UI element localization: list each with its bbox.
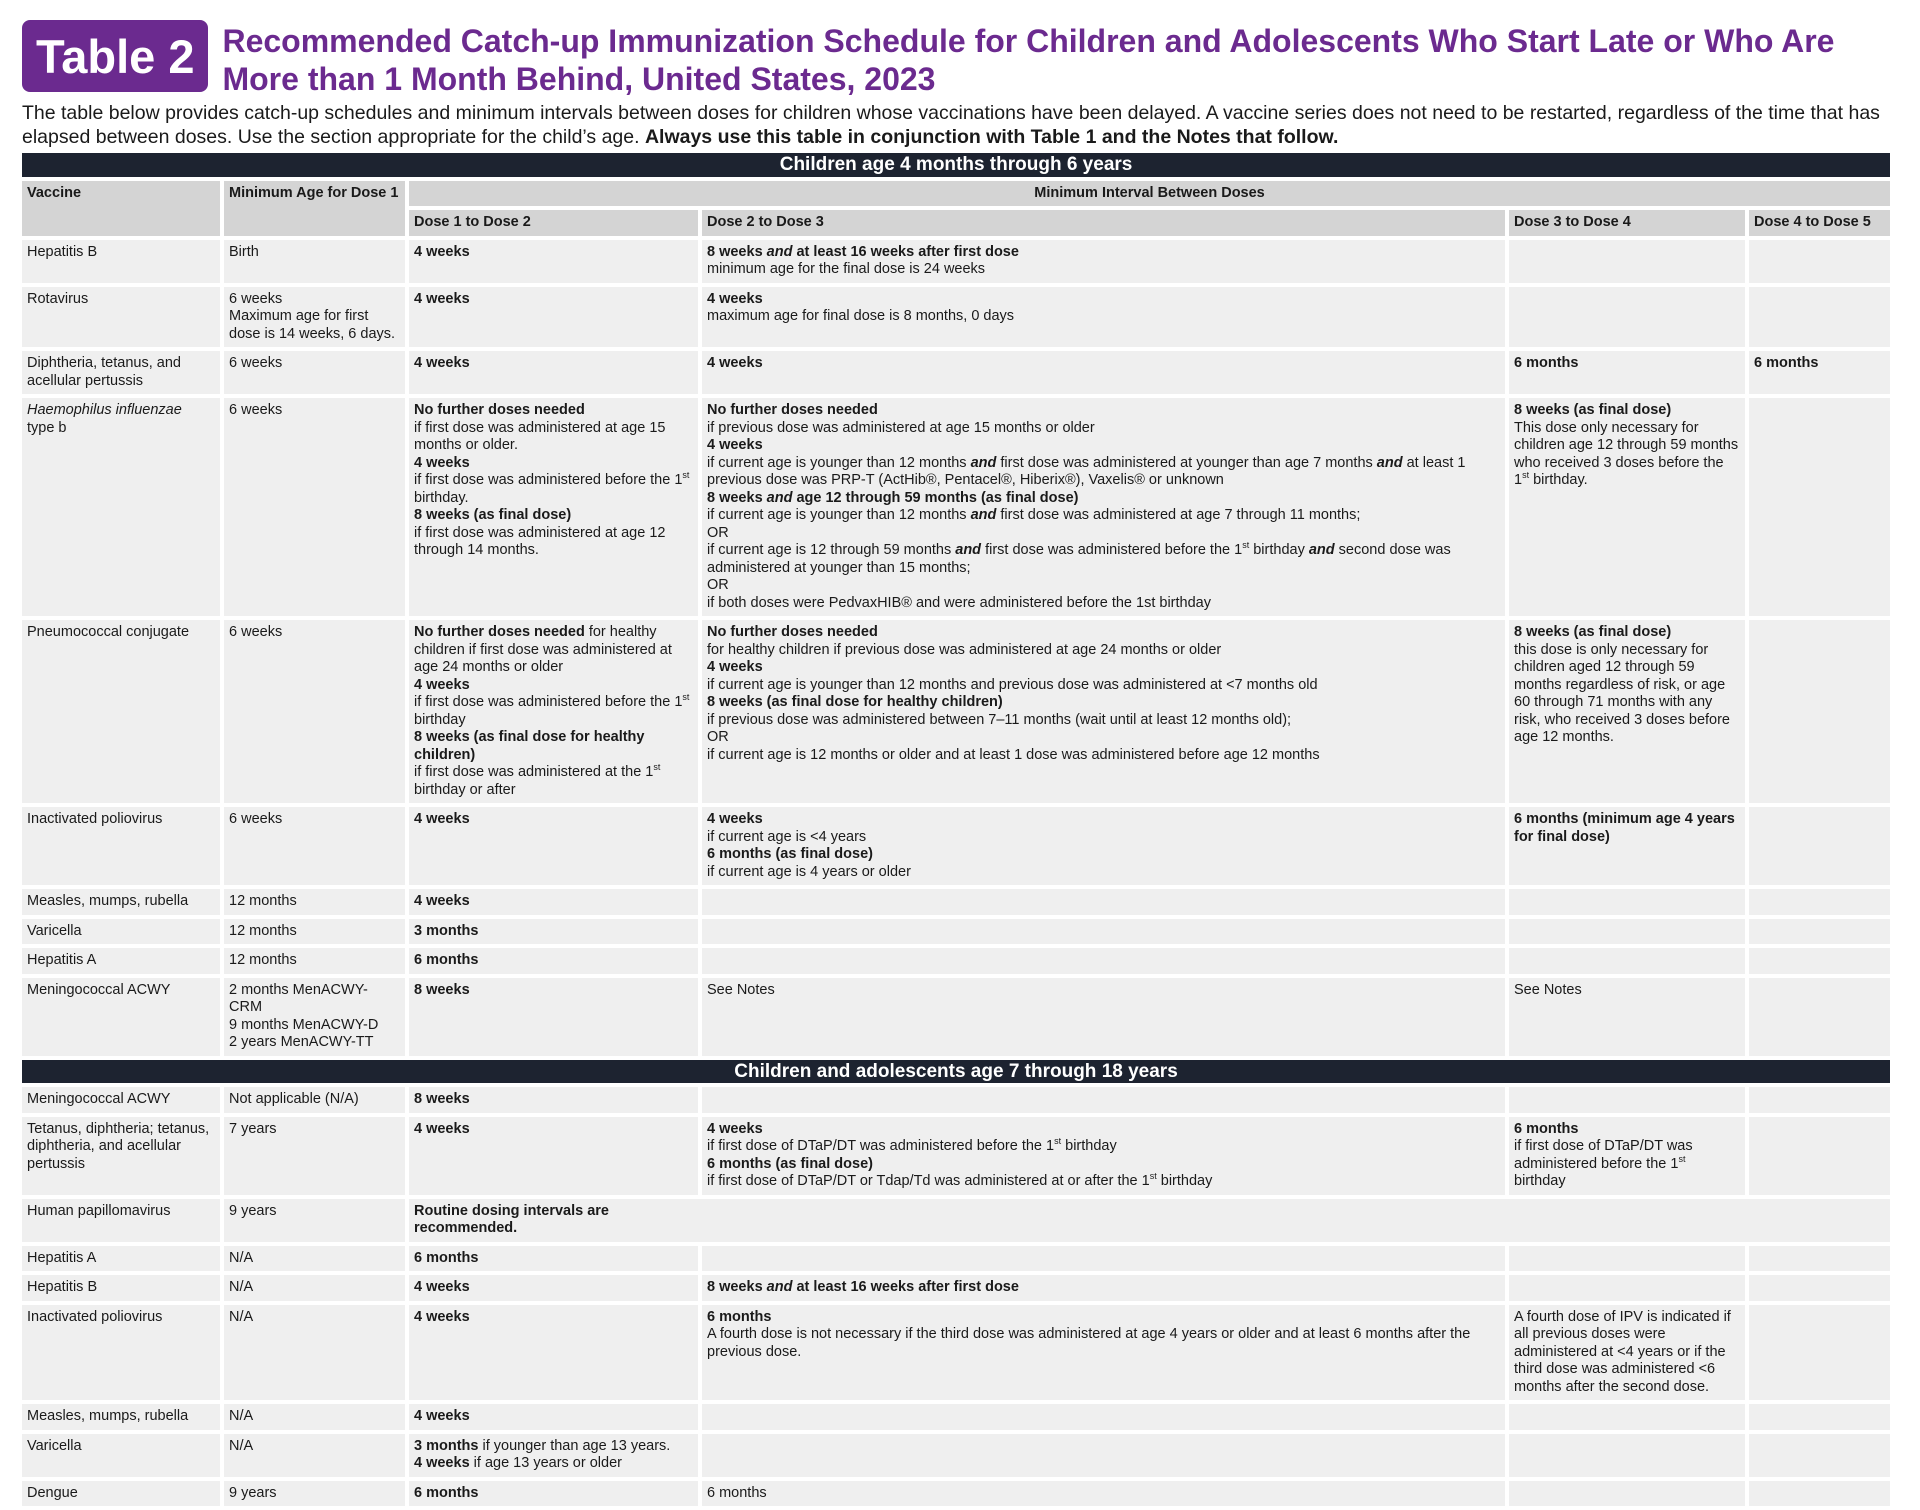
interval-3-4 — [1509, 287, 1745, 348]
interval-4-5 — [1749, 948, 1890, 974]
interval-4-5 — [1749, 919, 1890, 945]
interval-1-2: 8 weeks — [409, 1087, 698, 1113]
header — [22, 20, 1898, 98]
cell-text: 8 weeks (as final dose for healthy children) — [707, 694, 1003, 710]
cell-text: 4 weeks — [707, 659, 763, 675]
interval-1-2: 4 weeks — [409, 240, 698, 283]
min-age: 12 months — [224, 948, 405, 974]
interval-3-4: See Notes — [1509, 978, 1745, 1056]
cell-text: first dose was administered at younger than age 7 months — [996, 454, 1377, 471]
cell-text: 8 weeks — [707, 1279, 767, 1295]
cell-text: and — [766, 489, 793, 506]
section-title: Children and adolescents age 7 through 18 years — [22, 1060, 1890, 1084]
table-row — [22, 978, 1890, 1056]
cell-text: if first dose of DTaP/DT was administered before the 1 — [1514, 1138, 1693, 1172]
superscript: st — [1678, 1153, 1686, 1164]
vaccine-name: Measles, mumps, rubella — [22, 889, 220, 915]
cell-text: first dose was administered at age 7 through 11 months; — [996, 507, 1361, 523]
min-age: N/A — [224, 1434, 405, 1477]
cell-text — [414, 624, 693, 677]
cell-text: 2 months MenACWY-CRM — [229, 981, 368, 1015]
cell-text: 4 weeks — [707, 437, 763, 453]
cell-text: birthday or after — [414, 781, 516, 798]
vaccine-name: Meningococcal ACWY — [22, 1087, 220, 1113]
min-age: 6 weeks — [224, 807, 405, 885]
vaccine-name: Rotavirus — [22, 287, 220, 348]
interval-2-3 — [702, 1305, 1505, 1401]
col-header-dose2-3: Dose 2 to Dose 3 — [702, 210, 1505, 236]
vaccine-name: Varicella — [22, 919, 220, 945]
cell-text: first dose was administered before the 1 — [981, 542, 1243, 558]
min-age: 9 years — [224, 1199, 405, 1242]
cell-text: birthday — [1249, 542, 1309, 558]
cell-text: if younger than age 13 years. — [478, 1437, 671, 1454]
cell-text: 4 weeks — [707, 1120, 763, 1137]
interval-4-5 — [1749, 620, 1890, 803]
interval-2-3 — [702, 1434, 1505, 1477]
interval-4-5 — [1749, 807, 1890, 885]
cell-text — [707, 542, 1500, 577]
interval-2-3 — [702, 1246, 1505, 1272]
cell-text: 4 weeks — [414, 1455, 470, 1471]
cell-text: and — [766, 243, 793, 260]
intro-paragraph — [22, 101, 1898, 149]
cell-text: birthday — [1156, 1173, 1213, 1189]
cell-text — [707, 1138, 1500, 1156]
cell-text: OR — [707, 729, 729, 745]
intro-bold: Always use this table in conjunction with Table 1 and the Notes that follow. — [644, 126, 1339, 148]
vaccine-name: Inactivated poliovirus — [22, 1305, 220, 1401]
interval-4-5 — [1749, 1404, 1890, 1430]
interval-2-3 — [702, 948, 1505, 974]
cell-text: if first dose was administered before the 1 — [414, 472, 683, 488]
superscript: st — [1242, 540, 1250, 551]
table-row — [22, 1434, 1890, 1477]
table-row — [22, 1275, 1890, 1301]
interval-4-5 — [1749, 240, 1890, 283]
vaccine-name: Measles, mumps, rubella — [22, 1404, 220, 1430]
interval-1-2: 6 months — [409, 948, 698, 974]
interval-1-2: 6 months — [409, 1481, 698, 1507]
cell-text: and — [970, 454, 997, 471]
cell-text: 6 months (as final dose) — [707, 1155, 873, 1172]
interval-3-4 — [1509, 919, 1745, 945]
cell-text: 4 weeks — [414, 454, 470, 471]
interval-2-3 — [702, 620, 1505, 803]
col-header-min-age: Minimum Age for Dose 1 — [224, 181, 405, 236]
table-row — [22, 948, 1890, 974]
interval-3-4 — [1509, 1275, 1745, 1301]
cell-text: if previous dose was administered between 7–11 months (wait until at least 12 months old); — [707, 711, 1292, 728]
interval-4-5 — [1749, 889, 1890, 915]
table-row — [22, 1117, 1890, 1195]
interval-4-5 — [1749, 1481, 1890, 1507]
interval-1-2: 4 weeks — [409, 1275, 698, 1301]
interval-hpv — [409, 1199, 1890, 1242]
cell-text: No further doses needed — [414, 624, 585, 640]
cell-text: age 12 through 59 months (as final dose) — [792, 489, 1079, 506]
cell-text: 4 weeks — [707, 811, 763, 827]
table-row — [22, 1087, 1890, 1113]
min-age: Not applicable (N/A) — [224, 1087, 405, 1113]
cell-text: at least 16 weeks after first dose — [796, 243, 1019, 260]
cell-text: OR — [707, 577, 729, 593]
vaccine-name: Dengue — [22, 1481, 220, 1507]
interval-3-4 — [1509, 1087, 1745, 1113]
interval-3-4 — [1509, 240, 1745, 283]
catch-up-table — [18, 149, 1894, 1510]
interval-4-5 — [1749, 1117, 1890, 1195]
cell-text: if current age is <4 years — [707, 828, 867, 845]
interval-3-4 — [1509, 1434, 1745, 1477]
section-band-1 — [22, 153, 1890, 177]
interval-4-5 — [1749, 287, 1890, 348]
vaccine-name: Hepatitis A — [22, 948, 220, 974]
interval-2-3 — [702, 807, 1505, 885]
cell-text: birthday — [1514, 1173, 1566, 1189]
interval-4-5: 6 months — [1749, 351, 1890, 394]
cell-text: 6 months — [707, 1308, 772, 1325]
cell-text: and — [1376, 454, 1403, 471]
cell-text: if current age is 4 years or older — [707, 863, 911, 880]
min-age: 6 weeks — [224, 351, 405, 394]
table-row — [22, 287, 1890, 348]
cell-text: and — [955, 542, 982, 558]
min-age: 12 months — [224, 919, 405, 945]
table-row — [22, 1481, 1890, 1507]
cell-text: 6 weeks — [229, 290, 283, 307]
section-band-2 — [22, 1060, 1890, 1084]
cell-text: 3 months — [414, 1437, 479, 1454]
interval-1-2: 4 weeks — [409, 889, 698, 915]
interval-1-2 — [409, 1434, 698, 1477]
cell-text — [414, 1438, 693, 1456]
cell-text: minimum age for the final dose is 24 weeks — [707, 261, 986, 277]
cell-text: Haemophilus influenzae — [27, 402, 182, 418]
cell-text: birthday — [414, 711, 466, 728]
cell-text: for healthy children if previous dose was administered at age 24 months or older — [707, 641, 1222, 658]
table-row — [22, 1246, 1890, 1272]
vaccine-name: Hepatitis B — [22, 240, 220, 283]
cell-text: 8 weeks (as final dose) — [414, 507, 572, 523]
superscript: st — [1054, 1136, 1062, 1147]
interval-4-5 — [1749, 1087, 1890, 1113]
interval-3-4 — [1509, 1481, 1745, 1507]
vaccine-name: Tetanus, diphtheria; tetanus, diphtheria, and acellular pertussis — [22, 1117, 220, 1195]
cell-text: 6 months (as final dose) — [707, 846, 873, 862]
cell-text — [707, 1173, 1500, 1191]
cell-text: 8 weeks (as final dose for healthy children) — [414, 729, 645, 763]
vaccine-name: Hepatitis B — [22, 1275, 220, 1301]
cell-text: Maximum age for first dose is 14 weeks, 6 days. — [229, 308, 396, 342]
interval-2-3 — [702, 889, 1505, 915]
table-row — [22, 620, 1890, 803]
cell-text: 8 weeks — [707, 489, 767, 506]
cell-text: for healthy children if first dose was administered at age 24 months or older — [414, 624, 672, 675]
cell-text: at least 16 weeks after first dose — [792, 1279, 1019, 1295]
cell-text: 8 weeks (as final dose) — [1514, 624, 1672, 640]
interval-3-4 — [1509, 1404, 1745, 1430]
interval-3-4 — [1509, 398, 1745, 616]
interval-1-2: 6 months — [409, 1246, 698, 1272]
cell-text — [414, 472, 693, 507]
cell-text: if first dose was administered at age 12 through 14 months. — [414, 524, 666, 558]
cell-text: if both doses were PedvaxHIB® and were administered before the 1st birthday — [707, 594, 1211, 611]
cell-text: if current age is 12 months or older and at least 1 dose was administered before age 12 months — [707, 746, 1320, 763]
min-age: N/A — [224, 1275, 405, 1301]
table-row — [22, 1404, 1890, 1430]
cell-text — [707, 455, 1500, 490]
interval-3-4 — [1509, 1246, 1745, 1272]
min-age: 6 weeks — [224, 398, 405, 616]
interval-4-5 — [1749, 1434, 1890, 1477]
cell-text — [707, 490, 1500, 508]
interval-1-2: 3 months — [409, 919, 698, 945]
interval-1-2: 4 weeks — [409, 1305, 698, 1401]
cell-text: No further doses needed — [707, 624, 878, 640]
cell-text: birthday. — [414, 489, 469, 506]
interval-2-3 — [702, 240, 1505, 283]
cell-text: and — [766, 1279, 793, 1295]
vaccine-name: Varicella — [22, 1434, 220, 1477]
table-row — [22, 398, 1890, 616]
cell-text: 4 weeks — [707, 290, 763, 307]
cell-text: 8 weeks — [707, 243, 763, 260]
min-age: N/A — [224, 1305, 405, 1401]
section-title: Children age 4 months through 6 years — [22, 153, 1890, 177]
interval-1-2: 4 weeks — [409, 1404, 698, 1430]
interval-2-3 — [702, 1087, 1505, 1113]
superscript: st — [1522, 470, 1530, 481]
vaccine-name: Inactivated poliovirus — [22, 807, 220, 885]
cell-text: No further doses needed — [414, 402, 585, 418]
min-age: 9 years — [224, 1481, 405, 1507]
interval-2-3: See Notes — [702, 978, 1505, 1056]
interval-3-4: A fourth dose of IPV is indicated if all previous doses were administered at <4 years or if the third dose was administered <6 months after the second dose. — [1509, 1305, 1745, 1401]
cell-text: This dose only necessary for children age 12 through 59 months who received 3 doses before the 1 — [1514, 419, 1739, 488]
col-header-vaccine: Vaccine — [22, 181, 220, 236]
cell-text: birthday — [1061, 1138, 1117, 1154]
cell-text — [707, 507, 1500, 525]
cell-text: this dose is only necessary for children aged 12 through 59 months regardless of risk, or age 60 through 71 months with any risk, who received 3 doses before age 12 months. — [1514, 641, 1730, 745]
cell-text — [1514, 420, 1740, 490]
cell-text: and — [970, 507, 997, 523]
table-row — [22, 351, 1890, 394]
interval-2-3 — [702, 1117, 1505, 1195]
cell-text: Routine dosing intervals are recommended. — [414, 1202, 609, 1236]
min-age: 12 months — [224, 889, 405, 915]
cell-text: maximum age for final dose is 8 months, 0 days — [707, 308, 1015, 324]
table-row — [22, 919, 1890, 945]
interval-4-5 — [1749, 1275, 1890, 1301]
table-row — [22, 240, 1890, 283]
table-row — [22, 889, 1890, 915]
col-header-interval: Minimum Interval Between Doses — [409, 181, 1890, 207]
cell-text: if first dose was administered before the 1 — [414, 694, 683, 710]
vaccine-name: Meningococcal ACWY — [22, 978, 220, 1056]
min-age: N/A — [224, 1404, 405, 1430]
min-age: N/A — [224, 1246, 405, 1272]
interval-3-4: 6 months (minimum age 4 years for final dose) — [1509, 807, 1745, 885]
cell-text: if first dose was administered at the 1 — [414, 764, 654, 780]
interval-4-5 — [1749, 398, 1890, 616]
superscript: st — [653, 762, 661, 773]
cell-text: if first dose was administered at age 15 months or older. — [414, 419, 666, 453]
interval-4-5 — [1749, 1305, 1890, 1401]
interval-2-3 — [702, 1275, 1505, 1301]
cell-text: A fourth dose is not necessary if the third dose was administered at age 4 years or older and at least 6 months after the previous dose. — [707, 1326, 1471, 1360]
cell-text: and — [1308, 542, 1335, 558]
table-row — [22, 807, 1890, 885]
cell-text: if previous dose was administered at age 15 months or older — [707, 419, 1095, 436]
interval-1-2: 4 weeks — [409, 1117, 698, 1195]
col-header-dose3-4: Dose 3 to Dose 4 — [1509, 210, 1745, 236]
interval-2-3: 6 months — [702, 1481, 1505, 1507]
cell-text — [414, 694, 693, 729]
table-badge: Table 2 — [22, 20, 208, 92]
vaccine-name: Pneumococcal conjugate — [22, 620, 220, 803]
col-header-dose4-5: Dose 4 to Dose 5 — [1749, 210, 1890, 236]
min-age: Birth — [224, 240, 405, 283]
superscript: st — [1149, 1171, 1157, 1182]
interval-3-4 — [1509, 948, 1745, 974]
intro-text: The table below provides catch-up schedules and minimum intervals between doses for children whose vaccinations have been delayed. A vaccine series does not need to be restarted, regardless of the time that has elapsed between doses. Use the section appropriate for the child’s age. — [22, 102, 1880, 148]
interval-1-2: 4 weeks — [409, 807, 698, 885]
superscript: st — [682, 692, 690, 703]
interval-3-4 — [1509, 620, 1745, 803]
page-title: Recommended Catch-up Immunization Schedule for Children and Adolescents Who Start Late or Who Are More than 1 Month Behind, United States, 2023 — [222, 23, 1835, 97]
vaccine-name: Diphtheria, tetanus, and acellular pertussis — [22, 351, 220, 394]
min-age: 6 weeks — [224, 620, 405, 803]
interval-3-4 — [1509, 889, 1745, 915]
cell-text: second dose was administered at younger than 15 months; — [707, 542, 1451, 576]
cell-text: No further doses needed — [707, 402, 878, 418]
interval-2-3 — [702, 287, 1505, 348]
cell-text — [1514, 1138, 1740, 1191]
cell-text: if first dose of DTaP/DT or Tdap/Td was administered at or after the 1 — [707, 1173, 1150, 1189]
header-row — [22, 181, 1890, 207]
vaccine-name: Hepatitis A — [22, 1246, 220, 1272]
cell-text: if age 13 years or older — [469, 1455, 622, 1471]
cell-text: if first dose of DTaP/DT was administered before the 1 — [707, 1138, 1055, 1154]
min-age — [224, 287, 405, 348]
cell-text: 6 months — [1514, 1120, 1579, 1137]
min-age: 7 years — [224, 1117, 405, 1195]
interval-1-2 — [409, 398, 698, 616]
cell-text: type b — [27, 419, 67, 436]
interval-4-5 — [1749, 1246, 1890, 1272]
cell-text: if current age is younger than 12 months — [707, 454, 971, 471]
interval-1-2: 4 weeks — [409, 351, 698, 394]
cell-text: 8 weeks (as final dose) — [1514, 402, 1672, 418]
interval-2-3: 4 weeks — [702, 351, 1505, 394]
cell-text: 9 months MenACWY-D — [229, 1016, 379, 1033]
cell-text: at least 1 previous dose was PRP-T (ActHib®, Pentacel®, Hiberix®), Vaxelis® or unknown — [707, 454, 1466, 488]
cell-text: birthday. — [1529, 472, 1588, 488]
superscript: st — [682, 470, 690, 481]
table-row — [22, 1305, 1890, 1401]
interval-1-2: 4 weeks — [409, 287, 698, 348]
cell-text — [414, 764, 693, 799]
cell-text: 2 years MenACWY-TT — [229, 1034, 374, 1050]
cell-text: if current age is younger than 12 months and previous dose was administered at <7 months old — [707, 676, 1318, 693]
interval-3-4: 6 months — [1509, 351, 1745, 394]
interval-4-5 — [1749, 978, 1890, 1056]
interval-3-4 — [1509, 1117, 1745, 1195]
interval-2-3 — [702, 398, 1505, 616]
vaccine-name — [22, 398, 220, 616]
interval-1-2 — [409, 620, 698, 803]
cell-text — [414, 1455, 693, 1473]
col-header-dose1-2: Dose 1 to Dose 2 — [409, 210, 698, 236]
interval-2-3 — [702, 919, 1505, 945]
min-age — [224, 978, 405, 1056]
table-row — [22, 1199, 1890, 1242]
interval-1-2: 8 weeks — [409, 978, 698, 1056]
cell-text: if current age is 12 through 59 months — [707, 542, 956, 558]
cell-text: if current age is younger than 12 months — [707, 507, 971, 523]
vaccine-name: Human papillomavirus — [22, 1199, 220, 1242]
cell-text: OR — [707, 524, 729, 541]
interval-2-3 — [702, 1404, 1505, 1430]
cell-text: 4 weeks — [414, 676, 470, 693]
